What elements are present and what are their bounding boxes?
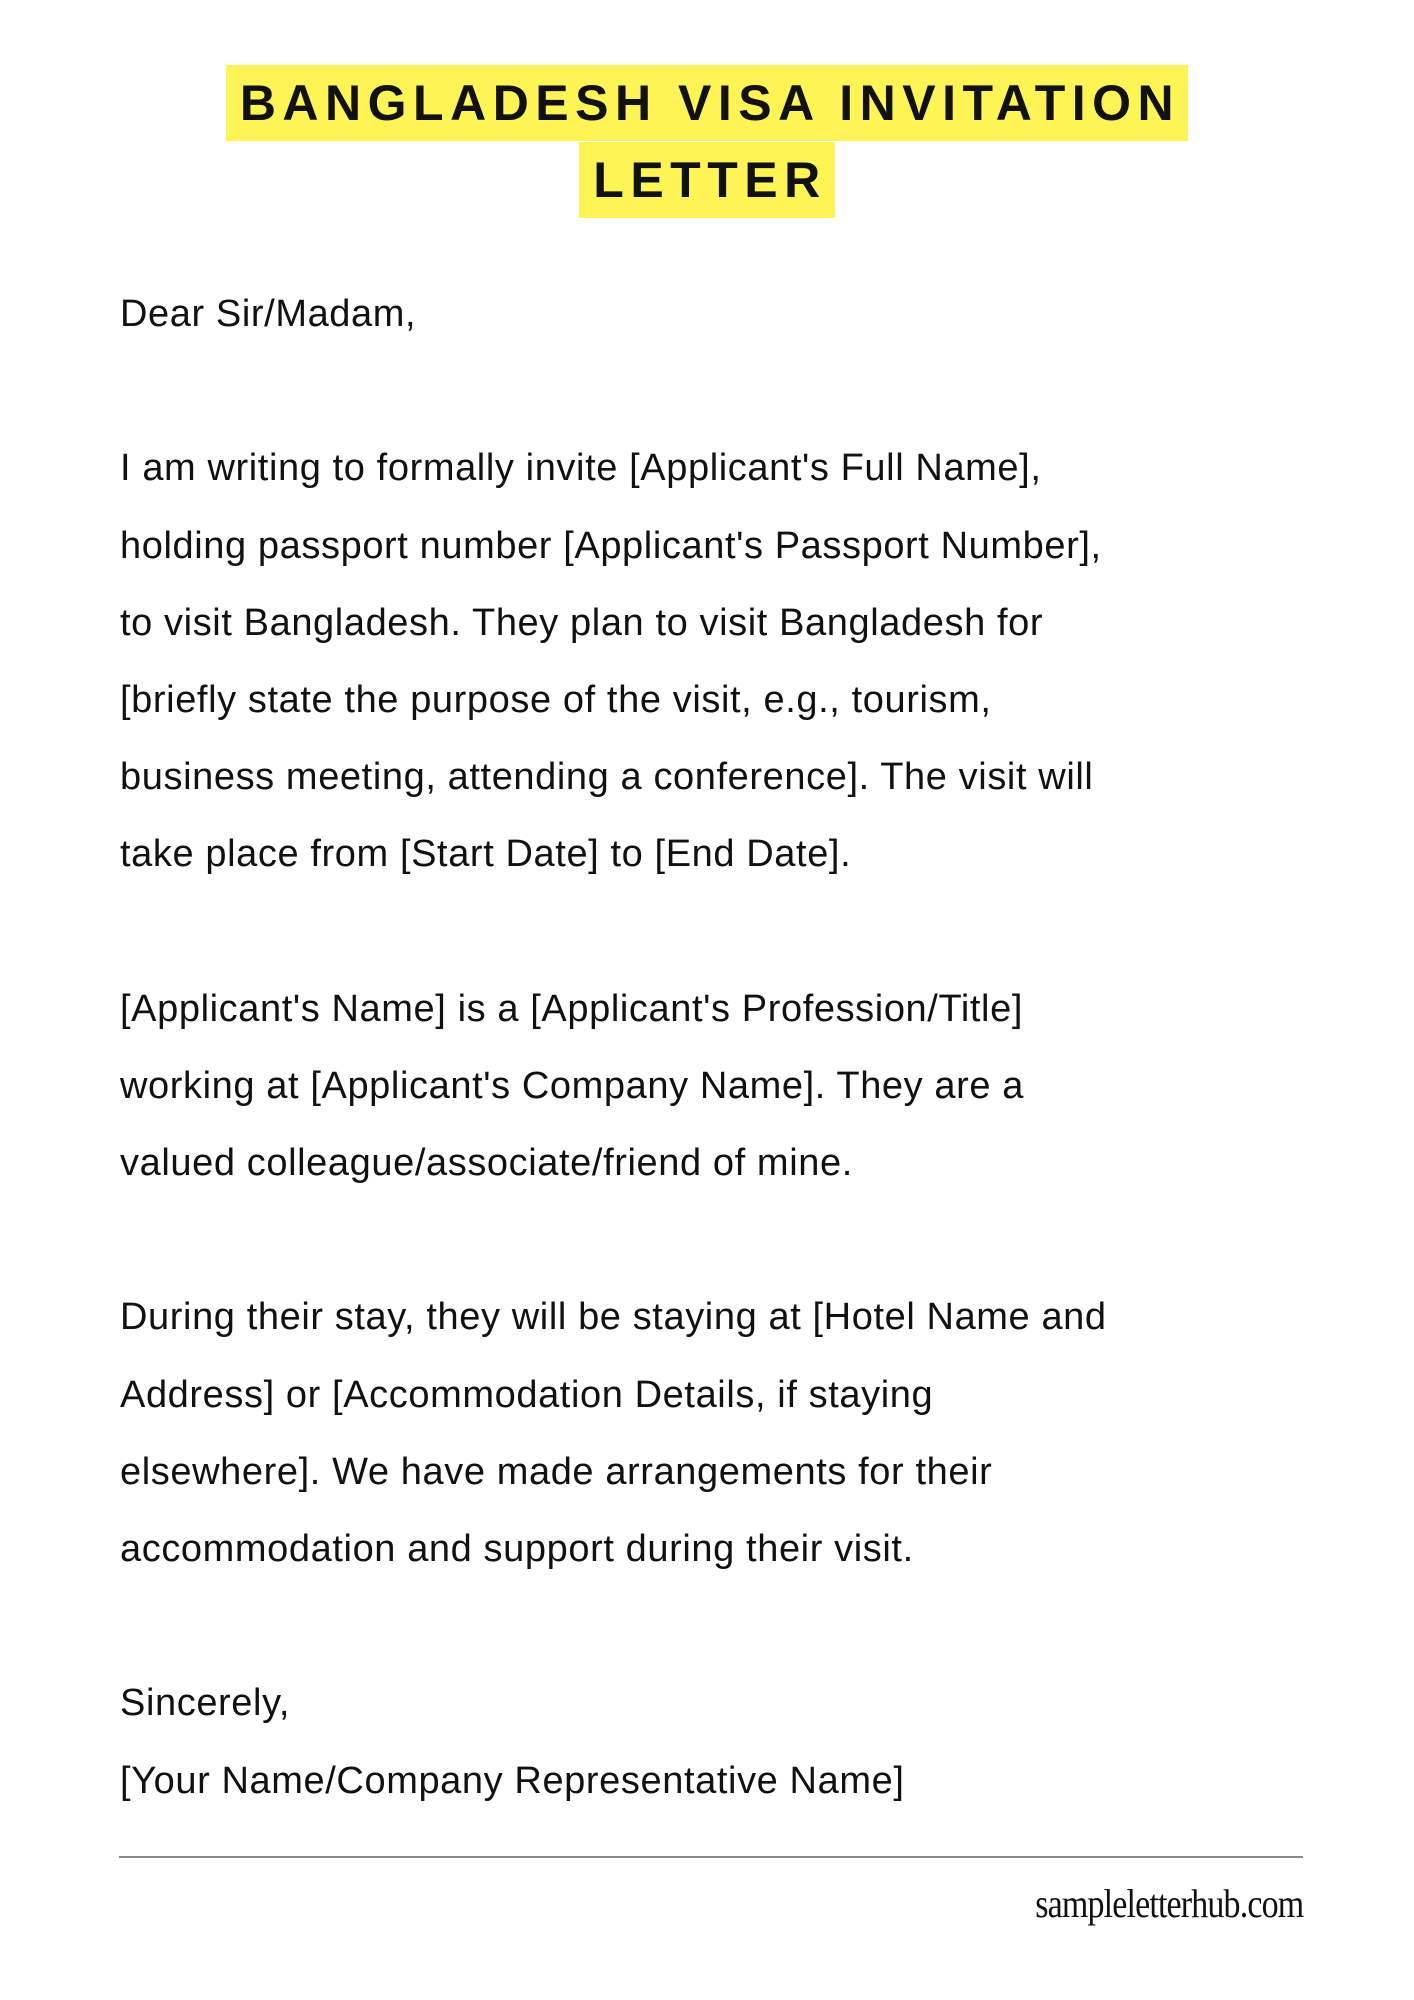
paragraph-3 xyxy=(120,1279,1107,1588)
text-line: working at [Applicant's Company Name]. They are a xyxy=(120,1064,1025,1107)
text-line: Address] or [Accommodation Details, if staying xyxy=(120,1373,934,1416)
closing: Sincerely, xyxy=(120,1682,291,1725)
footer-site: sampleletterhub.com xyxy=(1034,1881,1303,1926)
text-line: [Applicant's Name] is a [Applicant's Profession/Title] xyxy=(120,987,1023,1030)
text-line: accommodation and support during their visit. xyxy=(120,1528,914,1570)
text-line: I am writing to formally invite [Applicant's Full Name], xyxy=(120,447,1042,490)
text-line: [briefly state the purpose of the visit, e.g., tourism, xyxy=(120,678,992,721)
paragraph-2 xyxy=(120,971,1107,1203)
text-line: to visit Bangladesh. They plan to visit Bangladesh for xyxy=(120,601,1044,644)
text-line: During their stay, they will be staying at [Hotel Name and xyxy=(120,1296,1107,1339)
text-line: take place from [Start Date] to [End Date]. xyxy=(120,833,852,876)
letter-body xyxy=(120,276,1107,1820)
title-text: BANGLADESH VISA INVITATION xyxy=(226,65,1188,141)
signature: [Your Name/Company Representative Name] xyxy=(120,1759,905,1802)
text-line: holding passport number [Applicant's Passport Number], xyxy=(120,524,1102,567)
footer-divider xyxy=(119,1856,1303,1858)
title-line-2 xyxy=(0,151,1414,209)
text-line: elsewhere]. We have made arrangements for their xyxy=(120,1450,993,1493)
text-line: valued colleague/associate/friend of mine. xyxy=(120,1142,853,1185)
title-line-1 xyxy=(0,74,1414,132)
salutation: Dear Sir/Madam, xyxy=(120,293,417,335)
text-line: business meeting, attending a conference]. The visit will xyxy=(120,756,1094,799)
title-text: LETTER xyxy=(579,142,834,218)
paragraph-1 xyxy=(120,430,1107,893)
